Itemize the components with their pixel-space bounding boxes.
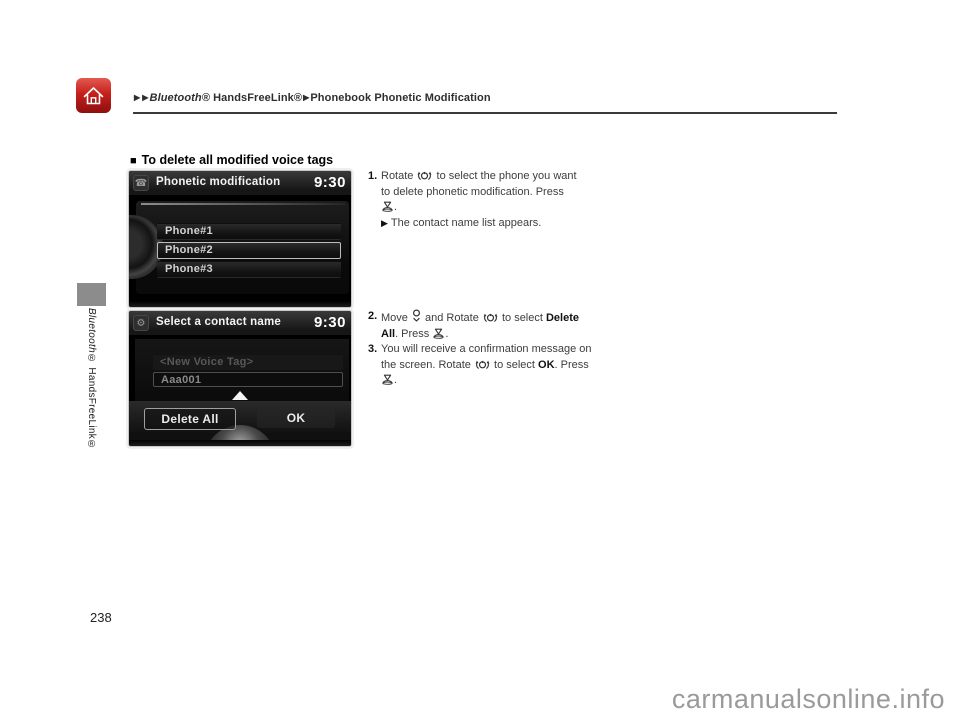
rotate-knob-icon <box>416 169 433 181</box>
step-text: . <box>394 374 398 386</box>
chapter-label-suffix: HandsFreeLink® <box>86 364 97 451</box>
breadcrumb-arrow-icon: ▶ <box>303 93 310 102</box>
gear-icon: ⚙ <box>133 315 149 331</box>
home-icon <box>75 77 112 114</box>
watermark: carmanualsonline.info <box>671 684 945 714</box>
instructions-step-1 <box>368 169 578 231</box>
breadcrumb-arrow-icon: ▶ <box>142 93 149 102</box>
header-divider <box>133 112 837 114</box>
screen-phonetic-modification <box>129 171 351 307</box>
press-enter-icon <box>381 200 394 212</box>
screen1-title: Phonetic modification <box>156 176 281 188</box>
contact-list <box>153 355 343 389</box>
breadcrumb-page: Phonebook Phonetic Modification <box>310 92 491 104</box>
screen1-titlebar <box>129 171 351 195</box>
breadcrumb <box>133 92 491 104</box>
screen-select-contact <box>129 311 351 446</box>
breadcrumb-brand-suffix: HandsFreeLink® <box>209 92 303 104</box>
result-text: The contact name list appears. <box>390 216 542 229</box>
step-text-bold: OK <box>538 358 555 371</box>
step-text: . Press <box>395 327 433 340</box>
list-item-phone2-selected[interactable]: Phone#2 <box>157 242 341 259</box>
list-item-phone3[interactable]: Phone#3 <box>157 261 341 278</box>
screen2-clock: 9:30 <box>313 314 346 331</box>
step-text: . Press <box>554 358 589 371</box>
screen2-title: Select a contact name <box>156 316 282 328</box>
phone-icon: ☎ <box>133 175 149 191</box>
rotate-knob-icon <box>482 311 499 323</box>
phone-list <box>157 223 341 280</box>
section-title-text: To delete all modified voice tags <box>141 153 334 167</box>
step-text: Move <box>381 312 411 324</box>
list-item-phone1[interactable]: Phone#1 <box>157 223 341 240</box>
breadcrumb-arrow-icon: ▶ <box>134 93 141 102</box>
chapter-label <box>86 308 97 478</box>
screen2-titlebar <box>129 311 351 335</box>
step-text: to select <box>498 312 546 324</box>
delete-all-button[interactable]: Delete All <box>144 408 236 430</box>
screen1-highlight-line <box>141 203 345 205</box>
section-title <box>130 153 333 167</box>
step-number: 1. <box>368 170 378 182</box>
page-number: 238 <box>90 610 112 625</box>
step-3 <box>368 342 594 389</box>
step-text: You will receive a confirmation message on the screen. Rotate <box>381 343 592 371</box>
step-number: 3. <box>368 343 378 355</box>
step-text: to select the phone you want to delete phonetic modification. Press <box>381 170 577 198</box>
step-2 <box>368 309 594 342</box>
list-item-new-voice-tag[interactable]: <New Voice Tag> <box>153 355 343 370</box>
screen1-bottom-strip <box>129 301 351 307</box>
step-text-bold: Delete All <box>381 312 580 340</box>
rotate-knob-icon <box>474 358 491 370</box>
breadcrumb-brand: Bluetooth® <box>149 92 210 104</box>
screen2-bottom-strip <box>129 440 351 446</box>
ok-button[interactable]: OK <box>257 408 335 428</box>
step-number: 2. <box>368 310 378 322</box>
chapter-label-brand: Bluetooth® <box>86 308 97 365</box>
step-1 <box>368 169 578 216</box>
move-joystick-icon <box>411 309 422 323</box>
step-text: and Rotate <box>421 312 482 324</box>
section-bullet: ■ <box>130 155 137 167</box>
step-text: to select <box>490 358 539 371</box>
instructions-steps-2-3 <box>368 309 594 389</box>
list-item-contact[interactable]: Aaa001 <box>153 372 343 387</box>
chapter-tab <box>77 283 106 306</box>
step-text: . <box>445 327 449 340</box>
result-arrow-icon: ▶ <box>381 217 388 228</box>
press-enter-icon <box>381 373 394 385</box>
screen2-button-bar <box>129 401 351 440</box>
step-result <box>368 216 578 232</box>
step-text: . <box>394 201 398 213</box>
step-text: Rotate <box>381 170 417 182</box>
press-enter-icon <box>432 327 445 339</box>
scroll-up-arrow-icon[interactable] <box>232 391 248 400</box>
screen1-clock: 9:30 <box>313 174 346 191</box>
